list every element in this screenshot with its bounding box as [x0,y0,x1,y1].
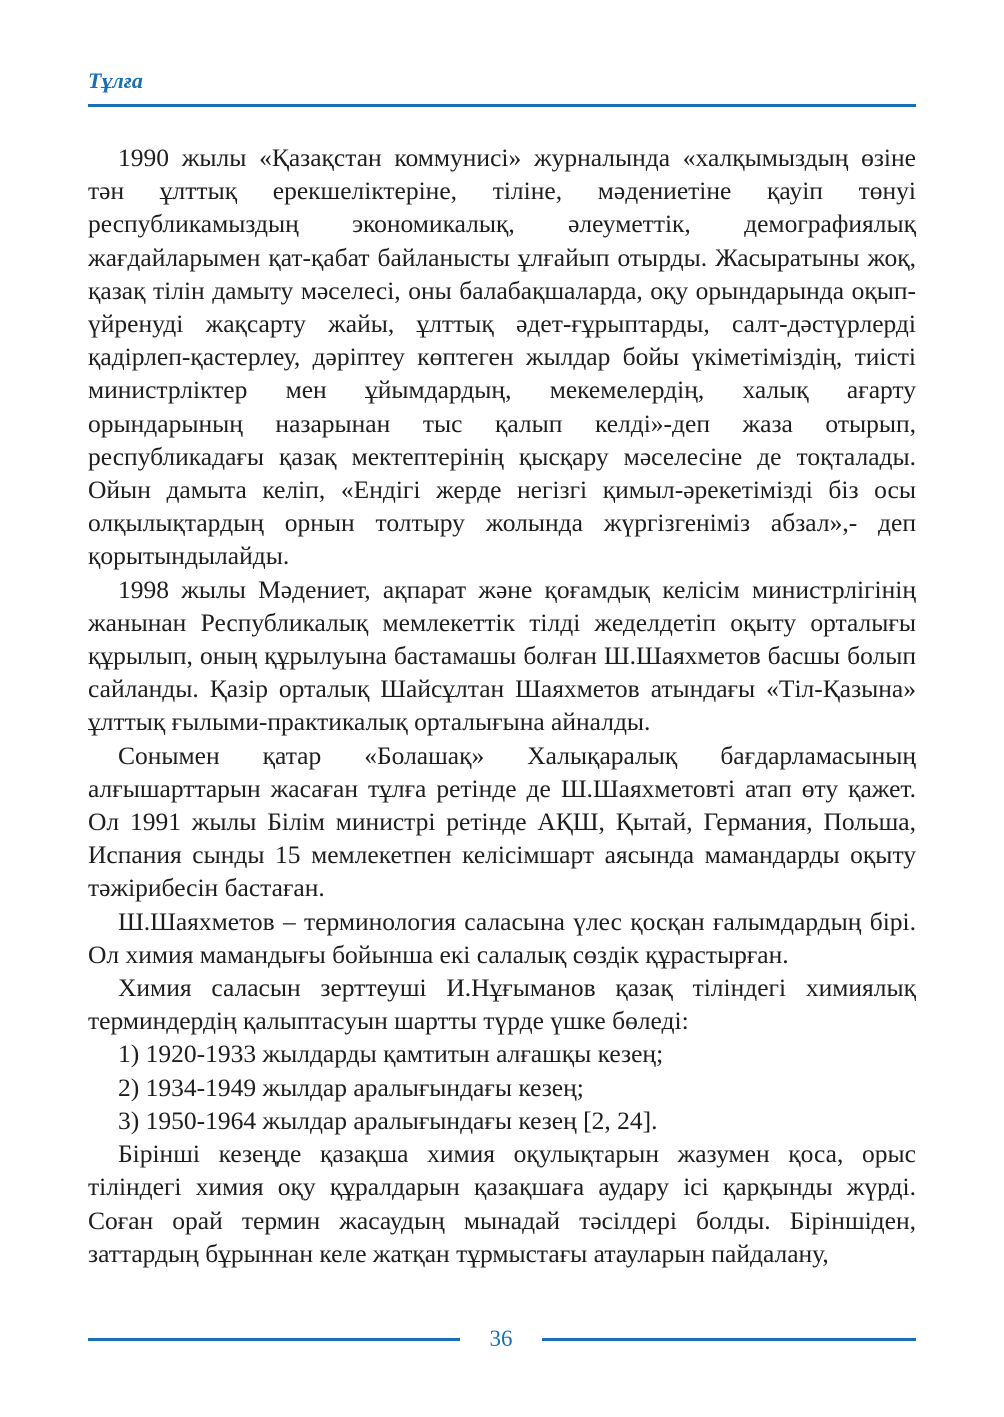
paragraph: Ш.Шаяхметов – терминология саласына үлес қосқан ғалымдардың бірі. Ол химия мамандығы бойынша екі салалық сөздік құрастырған. [88,906,916,969]
page-number: 36 [489,1326,513,1351]
paragraph: Химия саласын зерттеуші И.Нұғыманов қазақ тіліндегі химиялық терминдердің қалыптасуын шартты түрде үшке бөледі: [88,973,916,1036]
header-divider [88,104,916,107]
paragraph: 1990 жылы «Қазақстан коммунисі» журналында «халқымыздың өзіне тән ұлттық ерекшеліктеріне, тіліне, мәдениетіне қауіп төнуі республикамыздың экономикалық, әлеуметтік, демографиялық жағдайларымен қат-қабат байланысты ұлғайып отырды. Жасыратыны жоқ, қазақ тілін дамыту мәселесі, оны балабақшаларда, оқу орындарында оқып-үйренуді жақсарту жайы, ұлттық әдет-ғұрыптарды, салт-дәстүрлерді қадірлеп-қастерлеу, дәріптеу көптеген жылдар бойы үкіметіміздің, тиісті министрліктер мен ұйымдардың, мекемелердің, халық ағарту орындарының назарынан тыс қалып келді»-деп жаза отырып, республикадағы қазақ мектептерінің қысқару мәселесіне де тоқталады. Ойын дамыта келіп, «Ендігі жерде негізгі қимыл-әрекетімізді біз осы олқылықтардың орнын толтыру жолында жүргізгеніміз абзал»,- деп қорытындылайды. [88,143,916,571]
footer-divider-right [542,1338,916,1341]
paragraph: 1998 жылы Мәдениет, ақпарат және қоғамдық келісім министрлігінің жанынан Республикалық мемлекеттік тілді жеделдетіп оқыту орталығы құрылып, оның құрылуына бастамашы болған Ш.Шаяхметов басшы болып сайланды. Қазір орталық Шайсұлтан Шаяхметов атындағы «Тіл-Қазына» ұлттық ғылыми-практикалық орталығына айналды. [88,574,916,737]
list-item: 3) 1950-1964 жылдар аралығындағы кезең [2, 24]. [118,1105,658,1135]
paragraph: Сонымен қатар «Болашақ» Халықаралық бағдарламасының алғышарттарын жасаған тұлға ретінде де Ш.Шаяхметовті атап өту қажет. Ол 1991 жылы Білім министрі ретінде АҚШ, Қытай, Германия, Польша, Испания сынды 15 мемлекетпен келісімшарт аясында мамандарды оқыту тәжірибесін бастаған. [88,740,916,903]
list-item: 1) 1920-1933 жылдарды қамтитын алғашқы кезең; [118,1039,664,1069]
running-header-title: Тұлға [88,68,143,93]
body-text [88,141,916,1270]
footer-divider-left [88,1338,460,1341]
paragraph: Бірінші кезеңде қазақша химия оқулықтарын жазумен қоса, орыс тіліндегі химия оқу құралдарын қазақшаға аудару ісі қарқынды жүрді. Соған орай термин жасаудың мынадай тәсілдері болды. Біріншіден, заттардың бұрыннан келе жатқан тұрмыстағы атауларын пайдалану, [88,1139,916,1268]
list-item: 2) 1934-1949 жылдар аралығындағы кезең; [118,1072,584,1102]
